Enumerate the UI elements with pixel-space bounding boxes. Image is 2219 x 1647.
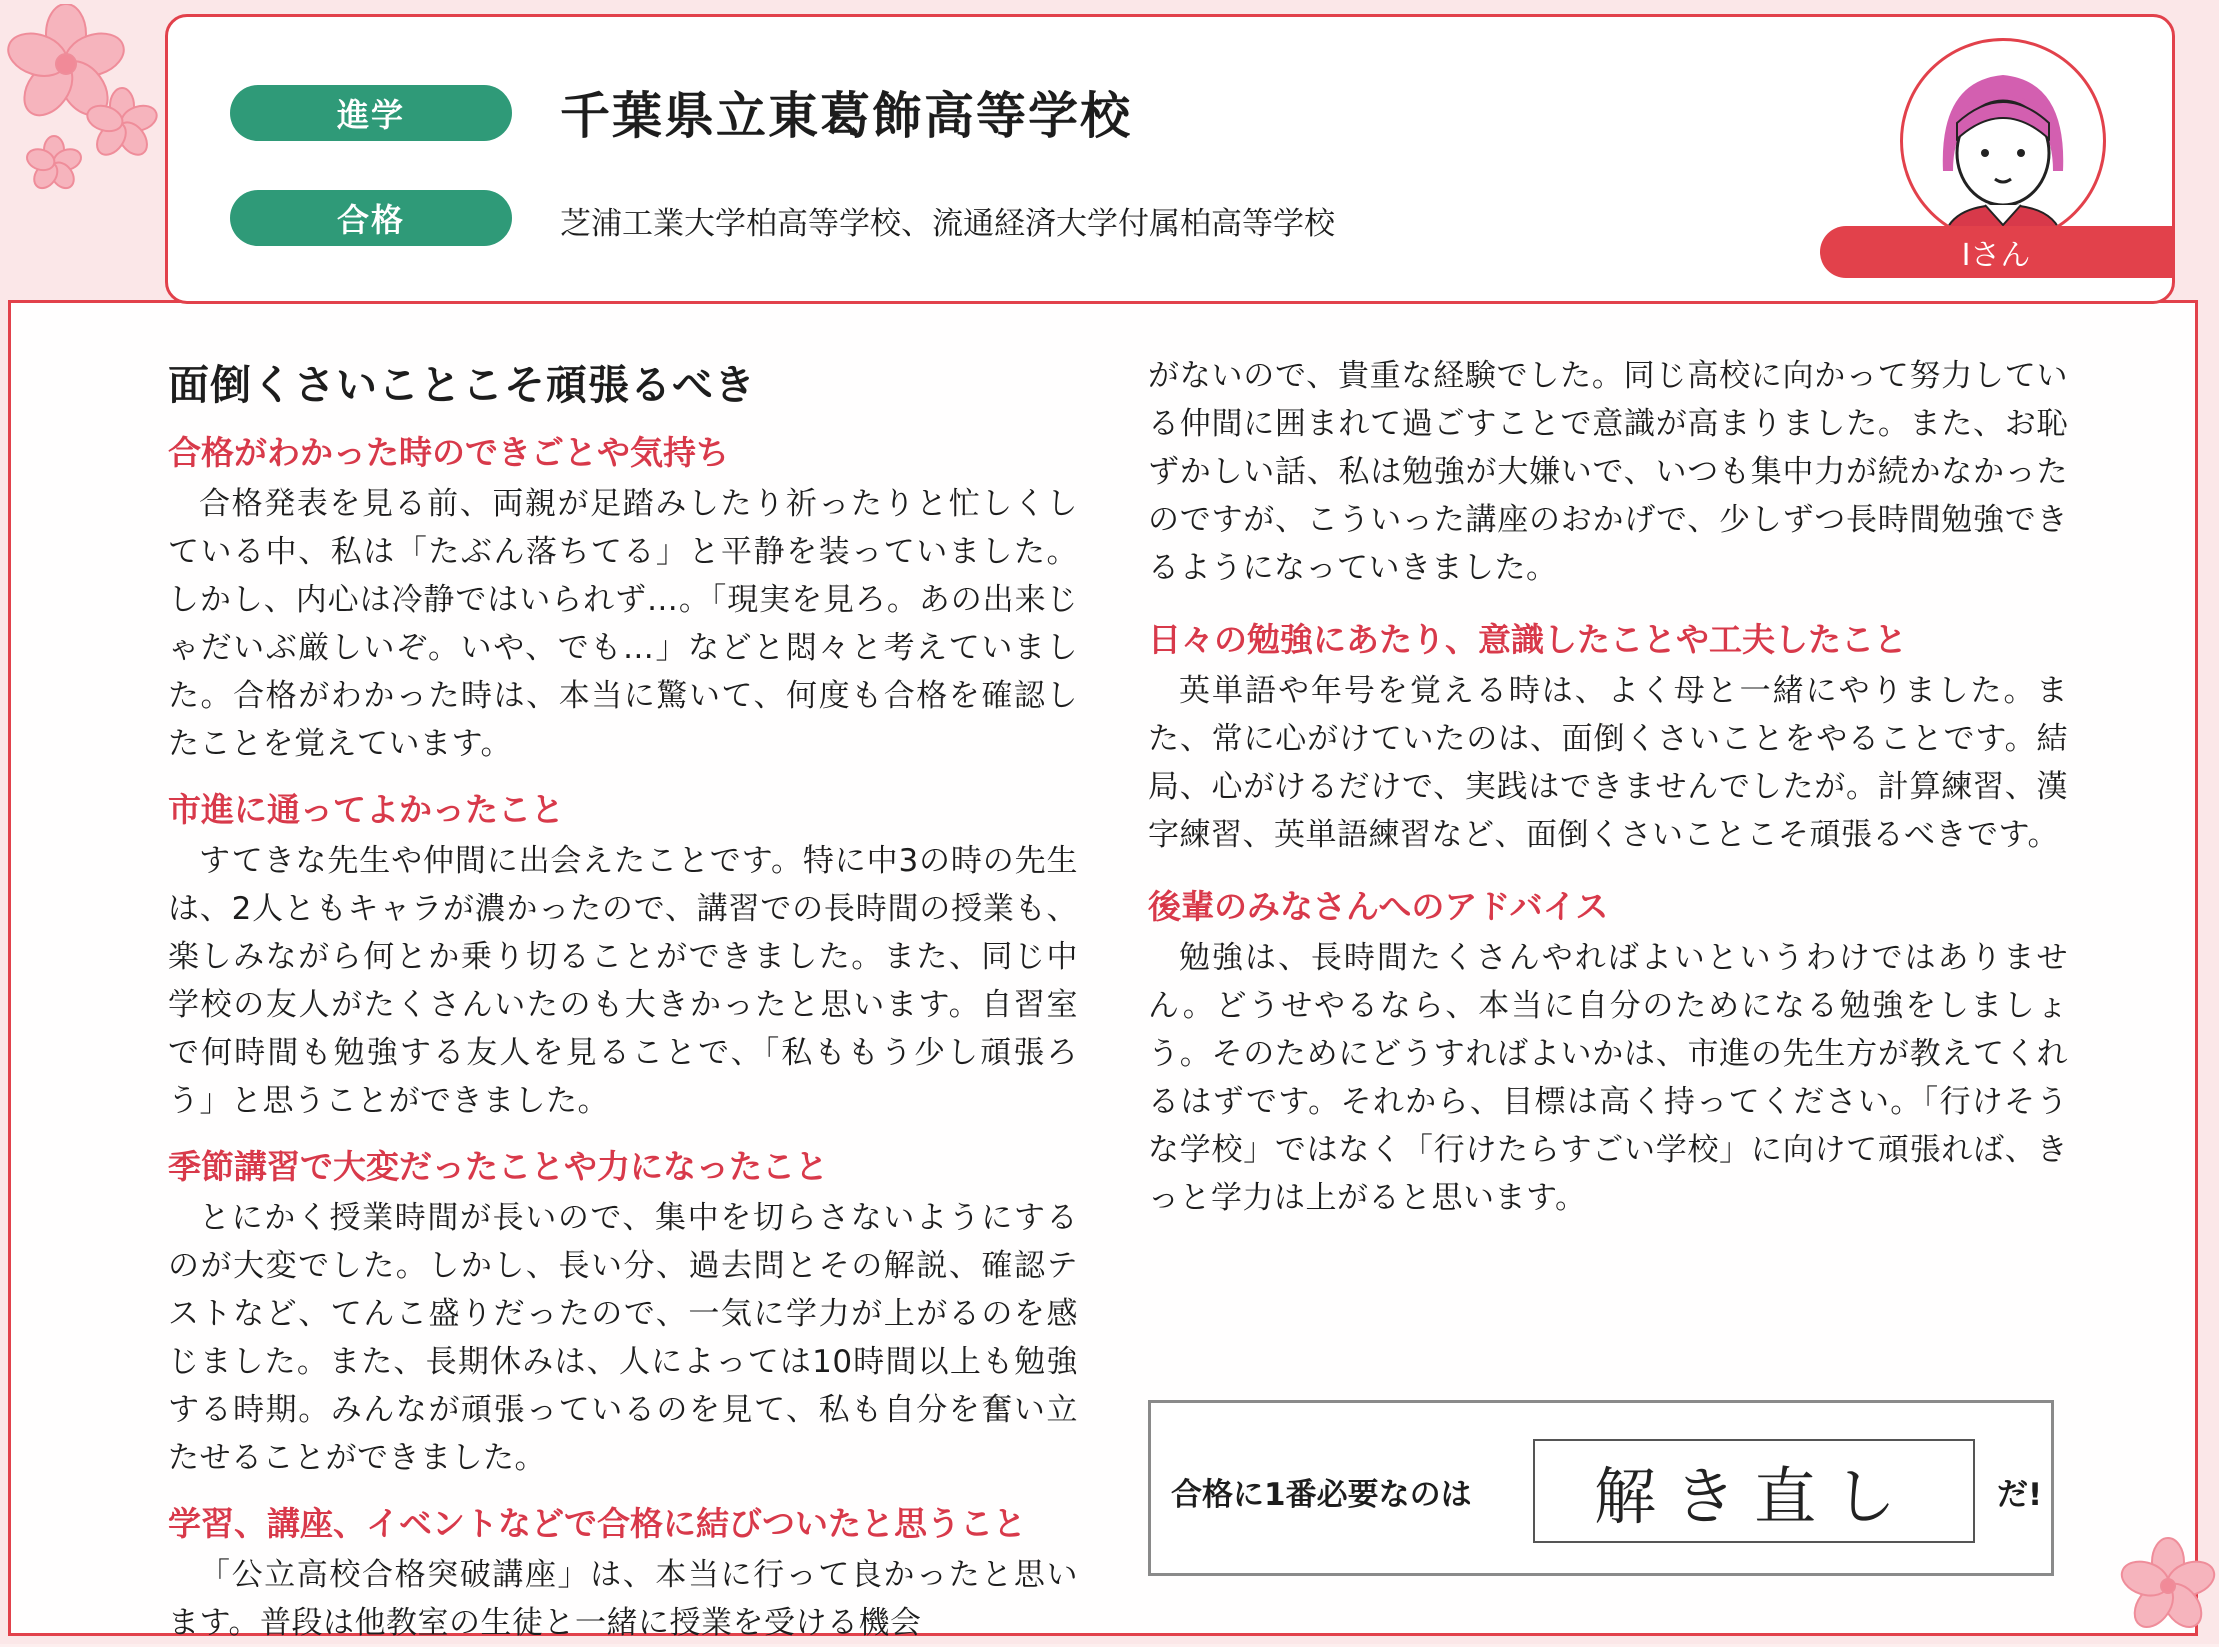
section-text: すてきな先生や仲間に出会えたことです。特に中3の時の先生は、2人ともキャラが濃かったので、講習での長時間の授業も、楽しみながら何とか乗り切ることができました。また、同じ中学校の友人がたくさんいたのも大きかったと思います。自習室で何時間も勉強する友人を見ることで、「私ももう少し頑張ろう」と思うことができました。 xyxy=(168,843,1078,1119)
passed-label: 合格 xyxy=(230,190,512,246)
section-heading: 後輩のみなさんへのアドバイス xyxy=(1148,887,1609,926)
section-text-continued: がないので、貴重な経験でした。同じ高校に向かって努力している仲間に囲まれて過ごすことで意識が高まりました。また、お恥ずかしい話、私は勉強が大嫌いで、いつも集中力が続かなかったのですが、こういった講座のおかげで、少しずつ長時間勉強できるようになっていきました。 xyxy=(1148,358,2068,586)
avatar xyxy=(1900,38,2106,244)
section-text: 「公立高校合格突破講座」は、本当に行って良かったと思います。普段は他教室の生徒と一緒に授業を受ける機会 xyxy=(168,1557,1078,1641)
section-text: とにかく授業時間が長いので、集中を切らさないようにするのが大変でした。しかし、長い分、過去問とその解説、確認テストなど、てんこ盛りだったので、一気に学力が上がるのを感じました。また、長期休みは、人によっては10時間以上も勉強する時期。みんなが頑張っているのを見て、私も自分を奮い立たせることができました。 xyxy=(168,1200,1078,1476)
student-name-tab: Iさん xyxy=(1820,226,2172,278)
answer-handwritten-field: 解き直し xyxy=(1533,1439,1975,1543)
article-title: 面倒くさいことこそ頑張るべき xyxy=(168,361,756,409)
advance-school: 千葉県立東葛飾高等学校 xyxy=(560,87,1132,145)
section-heading: 季節講習で大変だったことや力になったこと xyxy=(168,1147,828,1186)
right-column xyxy=(1148,352,2068,1222)
answer-prefix: 合格に1番必要なのは xyxy=(1171,1477,1472,1513)
section-heading: 日々の勉強にあたり、意識したことや工夫したこと xyxy=(1148,620,1907,659)
section-text: 合格発表を見る前、両親が足踏みしたり祈ったりと忙しくしている中、私は「たぶん落ちてる」と平静を装っていました。しかし、内心は冷静ではいられず…。「現実を見ろ。あの出来じゃだいぶ厳しいぞ。いや、でも…」などと悶々と考えていました。合格がわかった時は、本当に驚いて、何度も合格を確認したことを覚えています。 xyxy=(168,486,1078,762)
answer-suffix: だ! xyxy=(1997,1477,2043,1513)
section-heading: 市進に通ってよかったこと xyxy=(168,790,564,829)
advance-label: 進学 xyxy=(230,85,512,141)
section-heading: 学習、講座、イベントなどで合格に結びついたと思うこと xyxy=(168,1504,1026,1543)
left-column xyxy=(168,330,1078,1647)
section-text: 英単語や年号を覚える時は、よく母と一緒にやりました。また、常に心がけていたのは、面倒くさいことをやることです。結局、心がけるだけで、実践はできませんでしたが。計算練習、漢字練習、英単語練習など、面倒くさいことこそ頑張るべきです。 xyxy=(1148,673,2068,853)
section-heading: 合格がわかった時のできごとや気持ち xyxy=(168,433,729,472)
cherry-blossom-icon xyxy=(4,4,164,194)
student-avatar-icon xyxy=(1903,41,2103,241)
section-text: 勉強は、長時間たくさんやればよいというわけではありません。どうせやるなら、本当に自分のためになる勉強をしましょう。そのためにどうすればよいかは、市進の先生方が教えてくれるはずです。それから、目標は高く持ってください。「行けそうな学校」ではなく「行けたらすごい学校」に向けて頑張れば、きっと学力は上がると思います。 xyxy=(1148,940,2068,1216)
answer-box xyxy=(1148,1400,2054,1576)
cherry-blossom-icon xyxy=(2120,1528,2216,1638)
passed-schools: 芝浦工業大学柏高等学校、流通経済大学付属柏高等学校 xyxy=(560,206,1335,242)
